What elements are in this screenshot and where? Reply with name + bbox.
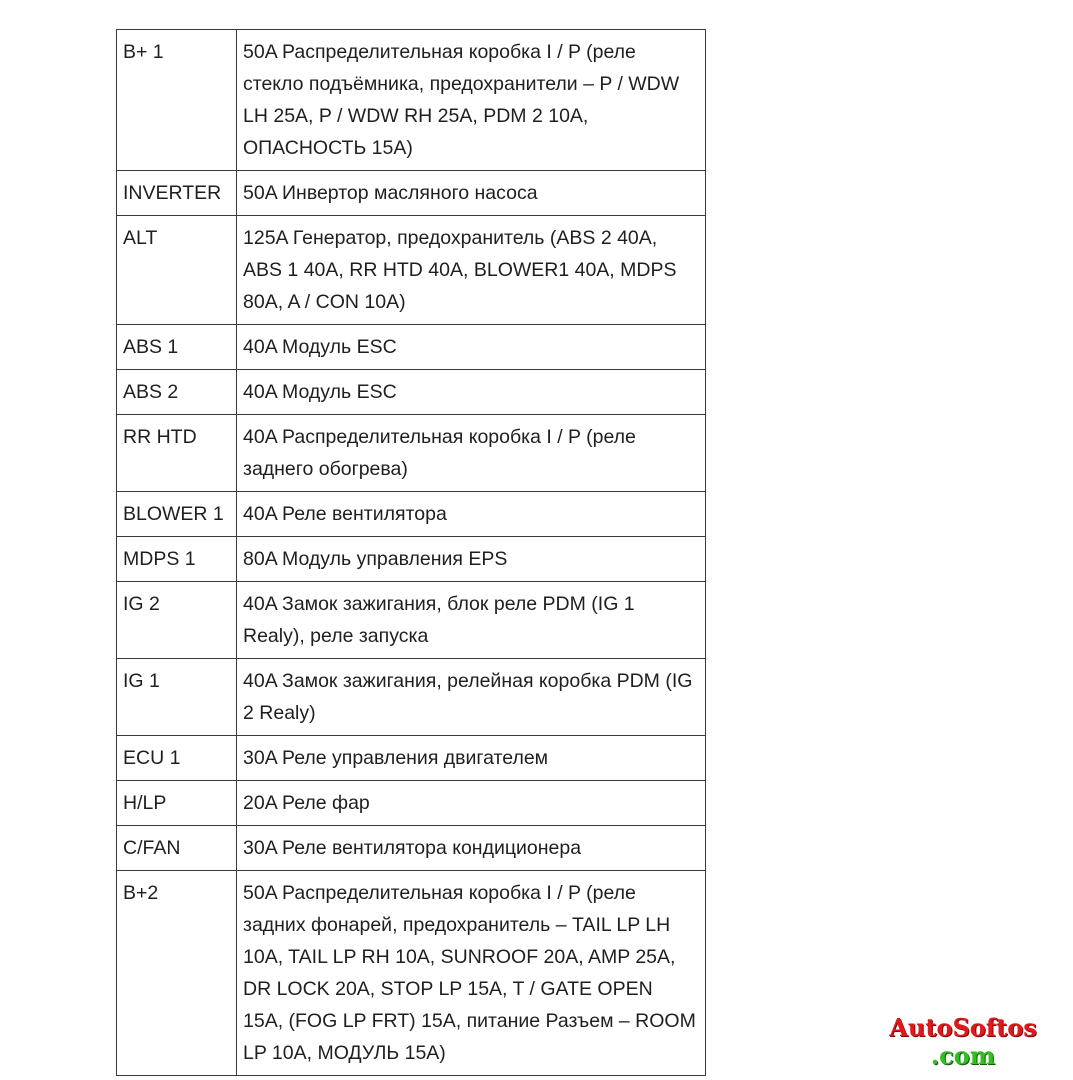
watermark-brand: AutoSoftos xyxy=(889,1013,1037,1042)
fuse-name-cell: BLOWER 1 xyxy=(117,492,237,537)
fuse-name-cell: C/FAN xyxy=(117,826,237,871)
fuse-desc-cell: 50A Распределительная коробка I / P (реле стекло подъёмника, предохранители – P / WDW LH 25A, P / WDW RH 25A, PDM 2 10A, ОПАСНОСТЬ 15A) xyxy=(237,30,706,171)
fuse-name-cell: ABS 2 xyxy=(117,370,237,415)
table-row xyxy=(117,492,706,537)
fuse-name-cell: B+ 1 xyxy=(117,30,237,171)
fuse-name-cell: IG 2 xyxy=(117,582,237,659)
fuse-desc-cell: 40A Модуль ESC xyxy=(237,370,706,415)
fuse-desc-cell: 80A Модуль управления EPS xyxy=(237,537,706,582)
table-row xyxy=(117,659,706,736)
fuse-name-cell: ALT xyxy=(117,216,237,325)
fuse-desc-cell: 40A Реле вентилятора xyxy=(237,492,706,537)
fuse-name-cell: INVERTER xyxy=(117,171,237,216)
table-row xyxy=(117,370,706,415)
fuse-desc-cell: 50A Распределительная коробка I / P (реле задних фонарей, предохранитель – TAIL LP LH 10A, TAIL LP RH 10A, SUNROOF 20A, AMP 25A, DR LOCK 20A, STOP LP 15A, T / GATE OPEN 15A, (FOG LP FRT) 15A, питание Разъем – ROOM LP 10A, МОДУЛЬ 15A) xyxy=(237,871,706,1076)
fuse-name-cell: ABS 1 xyxy=(117,325,237,370)
fuse-desc-cell: 30A Реле управления двигателем xyxy=(237,736,706,781)
site-watermark xyxy=(868,1014,1058,1070)
fuse-desc-cell: 30A Реле вентилятора кондиционера xyxy=(237,826,706,871)
fuse-name-cell: MDPS 1 xyxy=(117,537,237,582)
table-row xyxy=(117,537,706,582)
fuse-desc-cell: 50A Инвертор масляного насоса xyxy=(237,171,706,216)
table-row xyxy=(117,871,706,1076)
fuse-desc-cell: 40A Замок зажигания, релейная коробка PDM (IG 2 Realy) xyxy=(237,659,706,736)
table-row xyxy=(117,415,706,492)
fuse-name-cell: IG 1 xyxy=(117,659,237,736)
fuse-desc-cell: 40A Замок зажигания, блок реле PDM (IG 1 Realy), реле запуска xyxy=(237,582,706,659)
table-row xyxy=(117,736,706,781)
watermark-domain: .com xyxy=(930,1041,996,1070)
fuse-name-cell: H/LP xyxy=(117,781,237,826)
table-row xyxy=(117,30,706,171)
table-row xyxy=(117,826,706,871)
table-row xyxy=(117,781,706,826)
fuse-table-body xyxy=(117,30,706,1076)
fuse-name-cell: ECU 1 xyxy=(117,736,237,781)
table-row xyxy=(117,325,706,370)
table-row xyxy=(117,582,706,659)
fuse-desc-cell: 20A Реле фар xyxy=(237,781,706,826)
fuse-table xyxy=(116,29,706,1076)
fuse-desc-cell: 40A Распределительная коробка I / P (реле заднего обогрева) xyxy=(237,415,706,492)
table-row xyxy=(117,171,706,216)
fuse-name-cell: B+2 xyxy=(117,871,237,1076)
fuse-desc-cell: 125A Генератор, предохранитель (ABS 2 40A, ABS 1 40A, RR HTD 40A, BLOWER1 40A, MDPS 80A, A / CON 10A) xyxy=(237,216,706,325)
fuse-name-cell: RR HTD xyxy=(117,415,237,492)
fuse-desc-cell: 40A Модуль ESC xyxy=(237,325,706,370)
table-row xyxy=(117,216,706,325)
